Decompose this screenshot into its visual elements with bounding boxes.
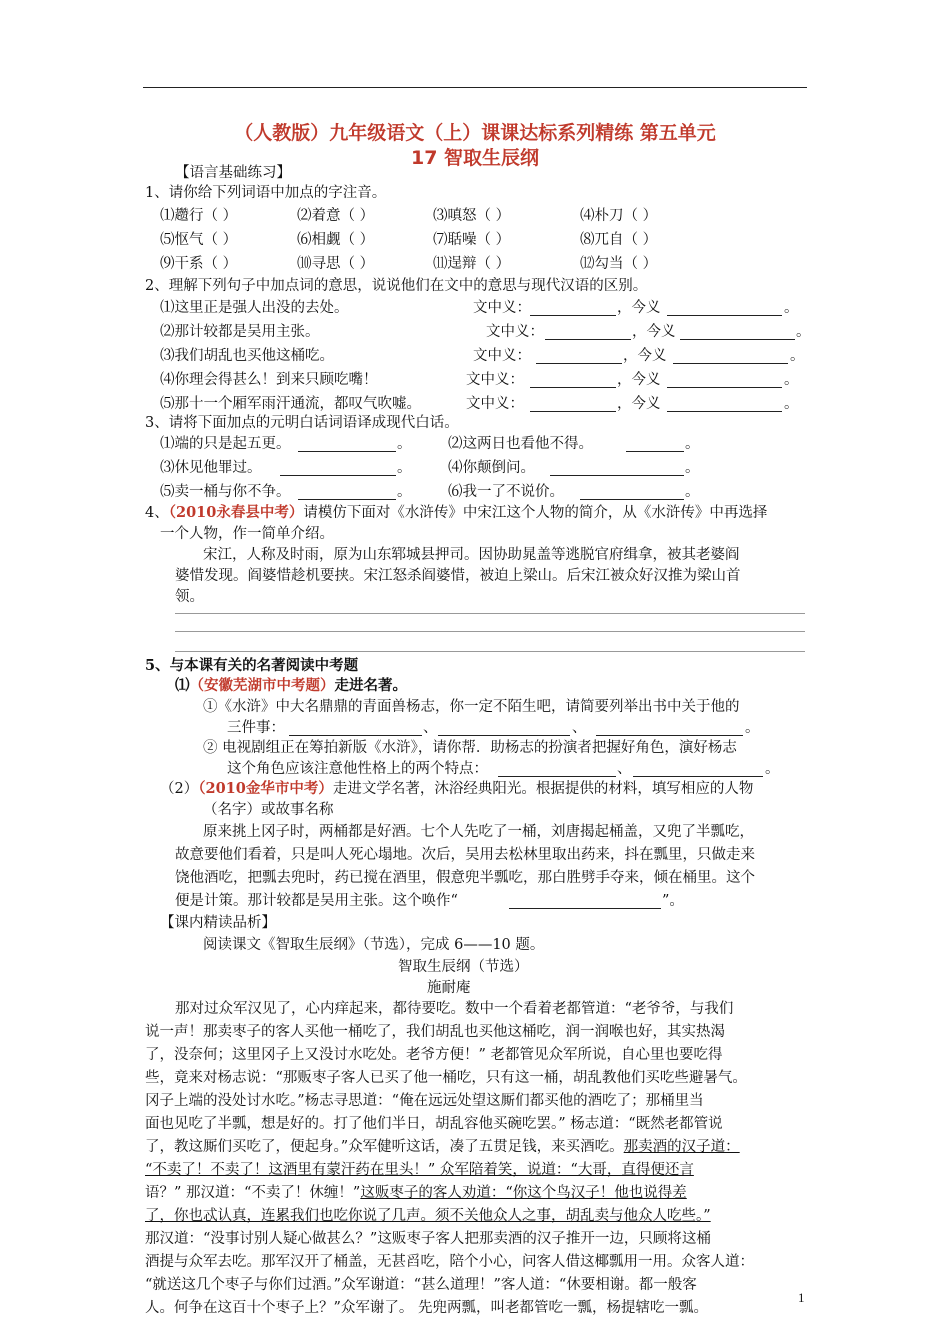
phrase-item: ⑴端的只是起五更。 (160, 436, 291, 452)
answer-blank[interactable] (530, 301, 616, 316)
phrase-item: ⑵这两日也看他不得。 (448, 436, 593, 452)
writing-line[interactable] (175, 631, 805, 632)
header-rule (143, 87, 807, 88)
sample-paragraph: 婆惜发现。阎婆惜趁机要挟。宋江怒杀阎婆惜，被迫上梁山。后宋江被众好汉推为梁山首 (175, 568, 741, 584)
passage-line: “就送这几个枣子与你们过酒。”众军谢道：“甚么道理！”客人道：“休要相谢。都一般客 (145, 1277, 697, 1293)
answer-blank[interactable] (633, 762, 763, 777)
sentence-item: ⑸那十一个厢军雨汗通流，都叹气吹嘘。 (160, 396, 421, 412)
meaning-label: 文中义： (473, 348, 531, 364)
answer-blank[interactable] (438, 721, 570, 736)
question-5-2-cont: （名字）或故事名称 (203, 802, 334, 818)
pinyin-item: ⑶嗔怒（ ） (433, 208, 511, 224)
passage-line: 那汉道：“没事讨别人疑心做甚么？”这贩枣子客人把那卖酒的汉子推开一边，只顾将这桶 (145, 1231, 711, 1247)
q5-1-item-2-cont: 这个角色应该注意他性格上的两个特点： (227, 761, 488, 777)
answer-blank[interactable] (280, 461, 396, 476)
question-4-cont: 一个人物，作一简单介绍。 (160, 526, 334, 542)
writing-line[interactable] (175, 651, 805, 652)
question-5-1: ⑴（安徽芜湖市中考题）走进名著。 (175, 677, 407, 694)
passage-line: 人。何争在这百十个枣子上？”众军谢了。 先兜两瓢，叫老都管吃一瓢，杨提辖吃一瓢。 (145, 1300, 709, 1316)
modern-label: ，今义 (617, 372, 661, 388)
pinyin-item: ⑿勾当（ ） (580, 256, 658, 272)
page-number: 1 (798, 1290, 805, 1305)
writing-line[interactable] (175, 613, 805, 614)
answer-blank[interactable] (596, 721, 743, 736)
answer-blank[interactable] (667, 397, 782, 412)
modern-label: ，今义 (632, 324, 676, 340)
question-5: 5、与本课有关的名著阅读中考题 (145, 657, 359, 674)
answer-blank[interactable] (289, 721, 422, 736)
passage-line: 说一声！那卖枣子的客人买他一桶吃了，我们胡乱也买他这桶吃，润一润喉也好，其实热渴 (145, 1024, 725, 1040)
exam-source-tag: （2010永春县中考） (168, 504, 304, 521)
answer-blank[interactable] (667, 373, 782, 388)
q5-1-item-2: ② 电视剧组正在筹拍新版《水浒》，请你帮．助杨志的扮演者把握好角色，演好杨志 (203, 740, 737, 756)
pinyin-item: ⑼干系（ ） (160, 256, 238, 272)
sentence-item: ⑴这里正是强人出没的去处。 (160, 300, 349, 316)
passage-line: 些，竟来对杨志说：“那贩枣子客人已买了他一桶吃，只有这一桶，胡乱教他们买吃些避暑气。 (145, 1070, 747, 1086)
pinyin-item: ⑺聒噪（ ） (433, 232, 511, 248)
q5-2-passage: 便是计策。那计较都是吴用主张。这个唤作“ (175, 893, 458, 909)
answer-blank[interactable] (667, 301, 782, 316)
q5-2-passage: 饶他酒吃，把瓢去兜时，药已搅在酒里，假意兜半瓢吃，那白胜劈手夺来，倾在桶里。这个 (175, 870, 755, 886)
answer-blank[interactable] (530, 397, 616, 412)
passage-title: 智取生辰纲（节选） (398, 959, 529, 975)
meaning-label: 文中义： (466, 372, 524, 388)
answer-blank[interactable] (673, 349, 788, 364)
modern-label: ，今义 (617, 300, 661, 316)
sentence-item: ⑷你理会得甚么！到来只顾吃嘴！ (160, 372, 378, 388)
pinyin-item: ⑹相觑（ ） (297, 232, 375, 248)
answer-blank[interactable] (536, 349, 622, 364)
section-heading: 【课内精读品析】 (160, 915, 276, 931)
sample-paragraph: 宋江，人称及时雨，原为山东郓城县押司。因协助晁盖等逃脱官府缉拿，被其老婆阎 (203, 547, 740, 563)
passage-line: “不卖了！不卖了！这酒里有蒙汗药在里头！” 众军陪着笑，说道：“大哥，直得便还言 (145, 1162, 694, 1178)
section-heading: 【语言基础练习】 (175, 165, 291, 181)
exam-source-tag: （安徽芜湖市中考题） (189, 677, 335, 694)
exam-source-tag: （2010金华市中考） (198, 780, 333, 797)
question-5-2: （2）（2010金华市中考）走进文学名著，沐浴经典阳光。根据提供的材料，填写相应的人物 (160, 780, 754, 797)
meaning-label: 文中义： (486, 324, 544, 340)
passage-line: 语？” 那汉道：“不卖了！休缠！”这贩枣子的客人劝道：“你这个鸟汉子！他也说得差 (145, 1185, 687, 1201)
doc-title: （人教版）九年级语文（上）课课达标系列精练 第五单元 (234, 122, 716, 144)
passage-line: 了，教这厮们买吃了，便起身。”众军健听这话，凑了五贯足钱，来买酒吃。那卖酒的汉子道： (145, 1139, 740, 1155)
phrase-item: ⑸卖一桶与你不争。 (160, 484, 291, 500)
underlined-phrase: 这贩枣子的客人劝道：“你这个鸟汉子！他也说得差 (360, 1185, 687, 1201)
answer-blank[interactable] (530, 373, 616, 388)
answer-blank[interactable] (298, 437, 396, 452)
sample-paragraph: 领。 (175, 589, 204, 605)
answer-blank[interactable] (626, 437, 684, 452)
sentence-item: ⑵那计较都是吴用主张。 (160, 324, 320, 340)
answer-blank[interactable] (680, 325, 795, 340)
q5-1-item-1: ①《水浒》中大名鼎鼎的青面兽杨志，你一定不陌生吧，请简要列举出书中关于他的 (203, 699, 740, 715)
question-1: 1、请你给下列词语中加点的字注音。 (145, 185, 387, 201)
answer-blank[interactable] (550, 461, 684, 476)
meaning-label: 文中义： (466, 396, 524, 412)
pinyin-item: ⑵着意（ ） (297, 208, 375, 224)
question-3: 3、请将下面加点的元明白话词语译成现代白话。 (145, 415, 459, 431)
answer-blank[interactable] (498, 762, 616, 777)
phrase-item: ⑶休见他罪过。 (160, 460, 262, 476)
pinyin-item: ⑽寻思（ ） (297, 256, 375, 272)
phrase-item: ⑹我一了不说价。 (448, 484, 564, 500)
question-4: 4、（2010永春县中考）请模仿下面对《水浒传》中宋江这个人物的简介，从《水浒传》中再选择 (145, 504, 768, 521)
passage-author: 施耐庵 (427, 980, 471, 996)
sentence-item: ⑶我们胡乱也买他这桶吃。 (160, 348, 334, 364)
modern-label: ，今义 (623, 348, 667, 364)
q5-1-item-1-cont: 三件事： (227, 720, 285, 736)
pinyin-item: ⑸怄气（ ） (160, 232, 238, 248)
pinyin-item: ⑻兀自（ ） (580, 232, 658, 248)
answer-blank[interactable] (298, 485, 396, 500)
answer-blank[interactable] (580, 485, 684, 500)
passage-line: 面也见吃了半瓢，想是好的。打了他们半日，胡乱容他买碗吃罢。” 杨志道：“既然老都管说 (145, 1116, 723, 1132)
modern-label: ，今义 (617, 396, 661, 412)
meaning-label: 文中义： (473, 300, 531, 316)
passage-line: 了，你也忒认真，连累我们也吃你说了几声。须不关他众人之事，胡乱卖与他众人吃些。” (145, 1208, 711, 1224)
reading-instructions: 阅读课文《智取生辰纲》（节选），完成 6——10 题。 (203, 937, 545, 953)
pinyin-item: ⑷朴刀（ ） (580, 208, 658, 224)
passage-line: 了，没奈何；这里冈子上又没讨水吃处。老爷方便！” 老都管见众军所说，自心里也要吃得 (145, 1047, 723, 1063)
pinyin-item: ⑾逞辩（ ） (433, 256, 511, 272)
passage-line: 冈子上端的没处讨水吃。”杨志寻思道：“俺在远远处望这厮们都买他的酒吃了；那桶里当 (145, 1093, 704, 1109)
answer-blank[interactable] (545, 325, 631, 340)
q5-2-passage: 故意要他们看着，只是叫人死心塌地。次后，吴用去松林里取出药来，抖在瓢里，只做走来 (175, 847, 755, 863)
passage-line: 酒提与众军去吃。那军汉开了桶盖，无甚舀吃，陪个小心，问客人借这椰瓢用一用。众客人道： (145, 1254, 754, 1270)
underlined-phrase: 那卖酒的汉子道： (623, 1139, 740, 1155)
q5-2-passage: 原来挑上冈子时，两桶都是好酒。七个人先吃了一桶，刘唐揭起桶盖，又兜了半瓢吃， (203, 824, 754, 840)
phrase-item: ⑷你颠倒问。 (448, 460, 535, 476)
pinyin-item: ⑴趱行（ ） (160, 208, 238, 224)
answer-blank[interactable] (509, 894, 661, 909)
question-2: 2、理解下列句子中加点词的意思，说说他们在文中的意思与现代汉语的区别。 (145, 278, 648, 294)
lesson-title: 17 智取生辰纲 (410, 147, 540, 169)
passage-line: 那对过众军汉见了，心内痒起来，都待要吃。数中一个看着老都管道：“老爷爷，与我们 (175, 1001, 734, 1017)
